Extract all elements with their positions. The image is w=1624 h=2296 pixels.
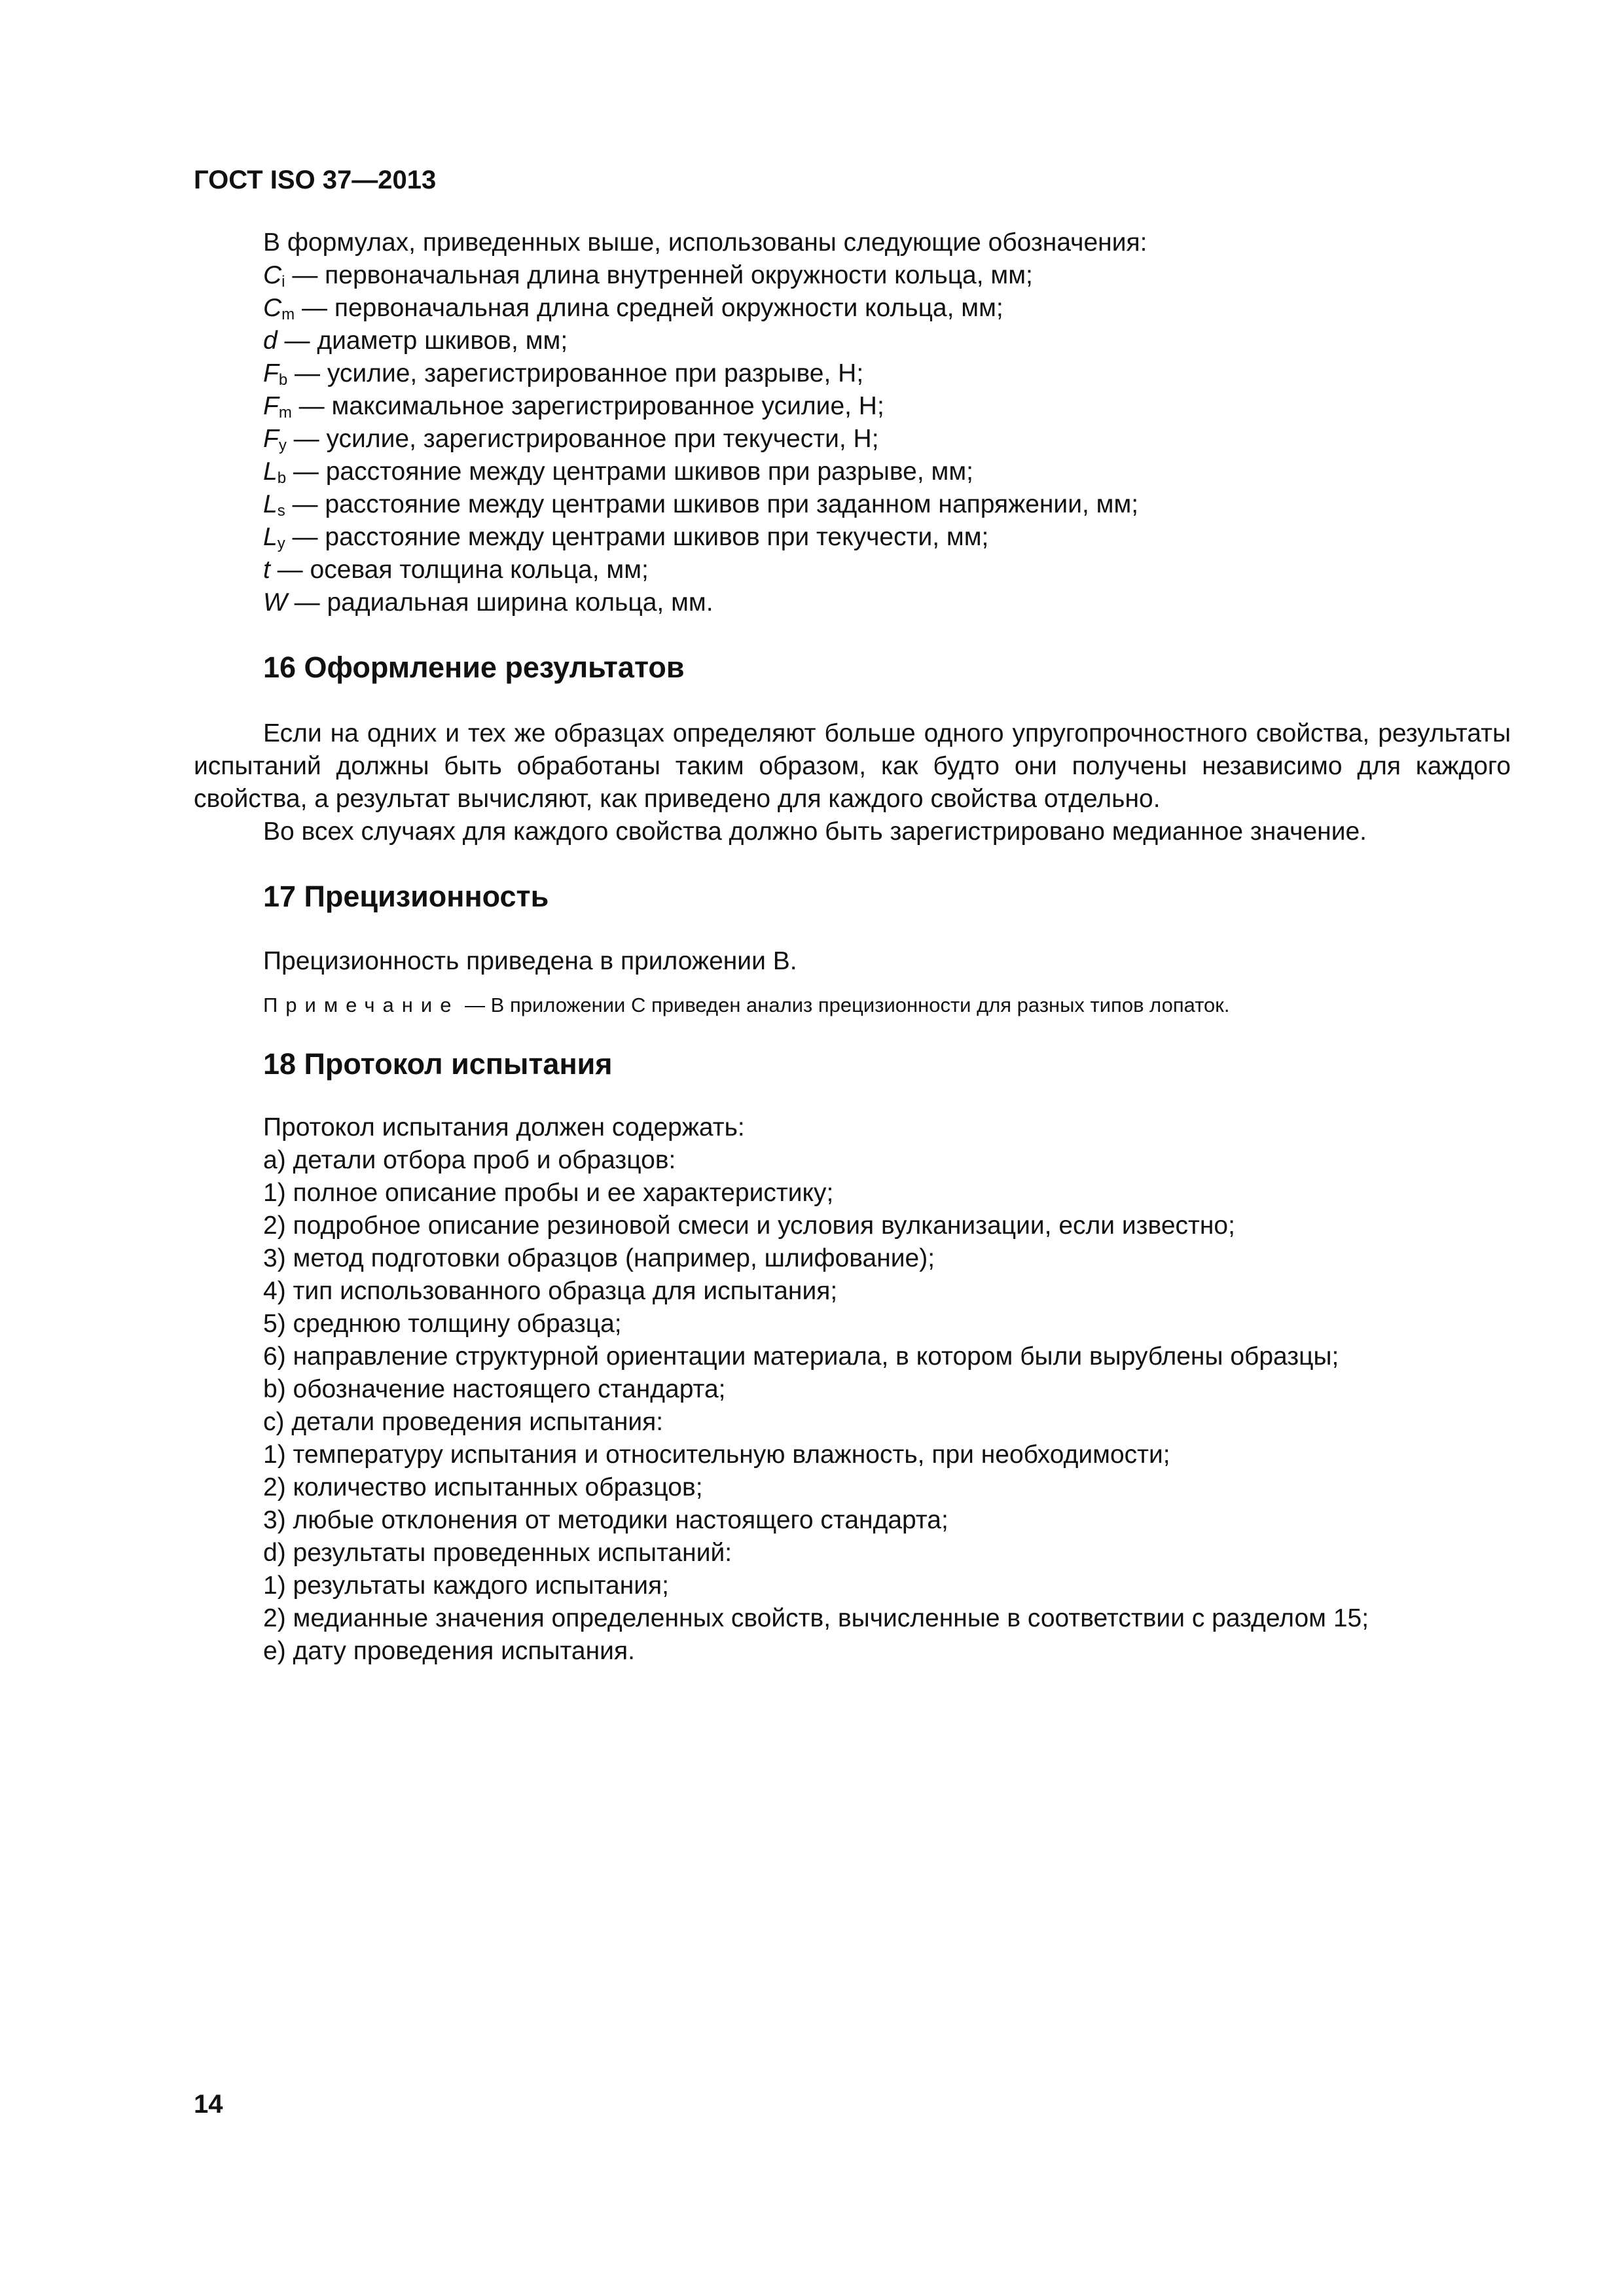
section-17-title: 17 Прецизионность [263, 880, 549, 913]
section-17-paragraph: Прецизионность приведена в приложении В. [263, 947, 797, 975]
list-item: а) детали отбора проб и образцов: [263, 1146, 676, 1174]
list-item: 6) направление структурной ориентации материала, в котором были вырублены образцы; [263, 1342, 1339, 1371]
list-item: 4) тип использованного образца для испытания; [263, 1277, 838, 1305]
section-16-paragraph: Если на одних и тех же образцах определяют больше одного упругопрочностного свойства, результаты испытаний должны быть обработаны таким образом, как будто они получены независимо для каждого свойства, а результат вычисляют, как приведено для каждого свойства отдельно. [194, 719, 1511, 813]
list-item: 5) среднюю толщину образца; [263, 1310, 622, 1338]
section-18-list [194, 1111, 1511, 1668]
symbol-line: $F_b$ — усилие, зарегистрированное при разрыве, Н; [263, 359, 864, 389]
symbol-line: $C_i$ — первоначальная длина внутренней окружности кольца, мм; [263, 261, 1033, 291]
list-item: 1) результаты каждого испытания; [263, 1571, 670, 1600]
symbol-line: $F_m$ — максимальное зарегистрированное усилие, Н; [263, 392, 884, 422]
page-content [194, 226, 1511, 1668]
symbol-line: $L_y$ — расстояние между центрами шкивов при текучести, мм; [263, 523, 989, 552]
list-item: 1) температуру испытания и относительную влажность, при необходимости; [263, 1441, 1170, 1469]
symbol-line: $F_y$ — усилие, зарегистрированное при текучести, Н; [263, 425, 879, 454]
symbol-line: $C_m$ — первоначальная длина средней окружности кольца, мм; [263, 294, 1003, 323]
list-item: Протокол испытания должен содержать: [263, 1113, 745, 1141]
list-item: b) обозначение настоящего стандарта; [263, 1375, 726, 1403]
list-item: с) детали проведения испытания: [263, 1408, 664, 1436]
symbol-line: W — радиальная ширина кольца, мм. [263, 588, 713, 617]
note-text: — В приложении С приведен анализ прецизионности для разных типов лопаток. [459, 994, 1230, 1016]
list-item: 2) подробное описание резиновой смеси и условия вулканизации, если известно; [263, 1211, 1235, 1240]
symbol-list [194, 259, 1511, 619]
list-item: е) дату проведения испытания. [263, 1637, 635, 1665]
list-item: d) результаты проведенных испытаний: [263, 1539, 732, 1567]
symbol-line: $L_s$ — расстояние между центрами шкивов при заданном напряжении, мм; [263, 490, 1139, 520]
formula-intro: В формулах, приведенных выше, использованы следующие обозначения: [263, 228, 1147, 257]
list-item: 1) полное описание пробы и ее характеристику; [263, 1179, 834, 1207]
section-16-paragraph: Во всех случаях для каждого свойства должно быть зарегистрировано медианное значение. [263, 817, 1367, 846]
symbol-line: $L_b$ — расстояние между центрами шкивов при разрыве, мм; [263, 457, 973, 487]
list-item: 2) медианные значения определенных свойств, вычисленные в соответствии с разделом 15; [263, 1604, 1369, 1632]
symbol-line: d — диаметр шкивов, мм; [263, 327, 568, 355]
list-item: 3) любые отклонения от методики настоящего стандарта; [263, 1506, 948, 1534]
section-18-title: 18 Протокол испытания [263, 1047, 613, 1081]
page-number: 14 [194, 2090, 223, 2119]
note-label: Примечание [263, 994, 460, 1016]
section-17-note [194, 991, 1511, 1020]
section-16-title: 16 Оформление результатов [263, 651, 685, 684]
symbol-line: t — осевая толщина кольца, мм; [263, 556, 649, 584]
list-item: 3) метод подготовки образцов (например, шлифование); [263, 1244, 935, 1272]
list-item: 2) количество испытанных образцов; [263, 1473, 703, 1501]
document-header: ГОСТ ISO 37—2013 [194, 166, 437, 194]
